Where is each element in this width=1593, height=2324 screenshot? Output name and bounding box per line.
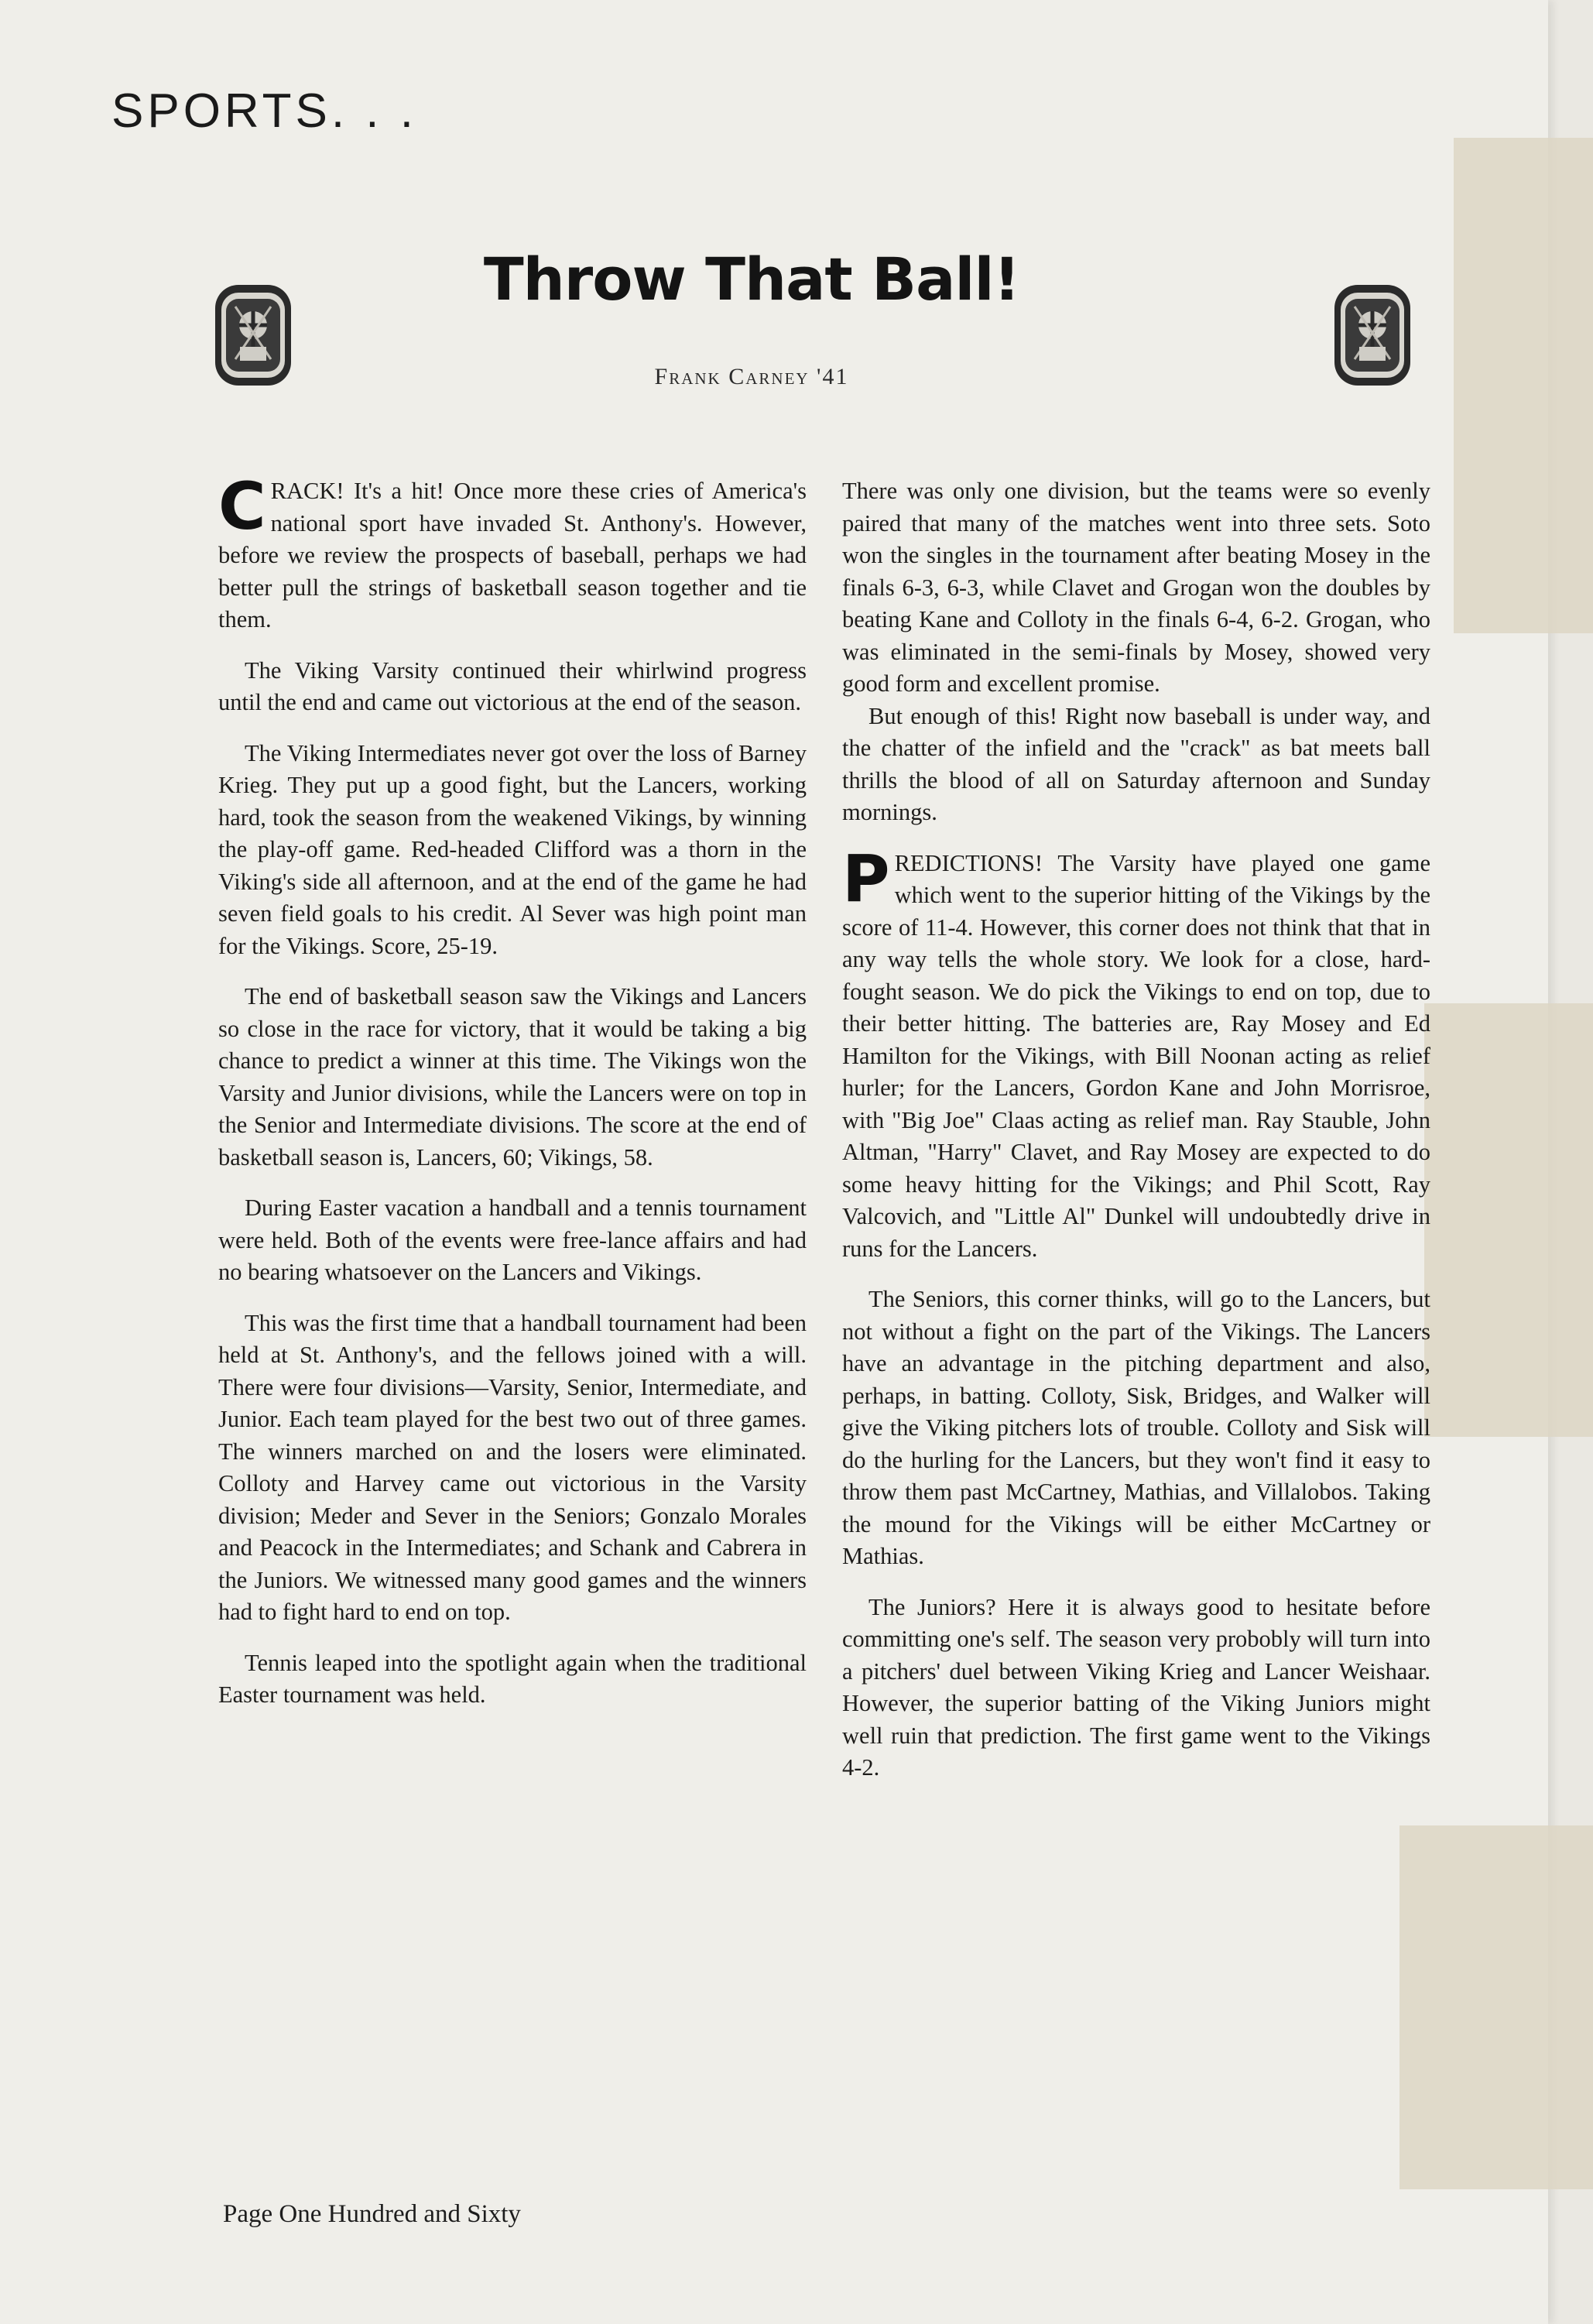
paragraph: The Juniors? Here it is always good to hesitate before committing one's self. The season very probobly will turn into a pitchers' duel between Viking Krieg and Lancer Weishaar. However, the superior batting of the Viking Juniors might well ruin that prediction. The first game went to the Vikings 4-2. xyxy=(842,1593,1430,1781)
paragraph xyxy=(842,840,1430,1266)
paragraph-text: REDICTIONS! The Varsity have played one game which went to the superior hitting of the Vikings by the score of 11-4. However, this corner does not think that that in any way tells the whole story. We look for a close, hard-fought season. We do pick the Vikings to end on top, due to their better hitting. The batteries are, Ray Mosey and Ed Hamilton for the Vikings, with Bill Noonan acting as relief hurler; for the Lancers, Gordon Kane and John Morrisroe, with "Big Joe" Claas acting as relief man. Ray Stauble, John Altman, "Harry" Clavet, and Ray Mosey are expected to do some heavy hitting for the Vikings; and Phil Scott, Ray Valcovich, and "Little Al" Dunkel will undoubtedly drive in runs for the Lancers. xyxy=(842,849,1430,1262)
paragraph: The Viking Intermediates never got over the loss of Barney Krieg. They put up a good fight, but the Lancers, working hard, took the season from the weakened Vikings, by winning the play-off game. Red-headed Clifford was a thorn in the Viking's side all afternoon, and at the end of the game he had seven field goals to his credit. Al Sever was high point man for the Vikings. Score, 25-19. xyxy=(218,739,807,959)
page-edge-tape xyxy=(1424,1003,1593,1437)
article-byline: Frank Carney '41 xyxy=(654,364,849,389)
paragraph: There was only one division, but the teams were so evenly paired that many of the matches went into three sets. Soto won the singles in the tournament after beating Mosey in the finals 6-3, 6-3, while Clavet and Grogan won the doubles by beating Kane and Colloty in the finals 6-4, 6-2. Grogan, who was eliminated in the semi-finals by Mosey, showed very good form and excellent promise. xyxy=(842,478,1430,697)
article-title: Throw That Ball! xyxy=(483,245,1020,314)
paragraph: During Easter vacation a handball and a tennis tournament were held. Both of the events were free-lance affairs and had no bearing whatsoever on the Lancers and Vikings. xyxy=(218,1195,807,1285)
drop-cap: C xyxy=(218,468,266,544)
paragraph: This was the first time that a handball tournament had been held at St. Anthony's, and the fellows joined with a will. There were four divisions—Varsity, Senior, Intermediate, and Junior. Each team played for the best two out of three games. The winners marched on and the losers were eliminated. Colloty and Harvey came out victorious in the Varsity division; Meder and Sever in the Seniors; Gonzalo Morales and Peacock in the Intermediates; and Schank and Cabrera in the Juniors. We witnessed many good games and the winners had to fight hard to end on top. xyxy=(218,1309,807,1625)
paragraph-text: RACK! It's a hit! Once more these cries of America's national sport have invaded St. Anthony's. However, before we review the prospects of baseball, perhaps we had better pull the strings of basketball season together and tie them. xyxy=(218,478,807,632)
article-column-right xyxy=(842,475,1430,1803)
paragraph: But enough of this! Right now baseball is under way, and the chatter of the infield and the "crack" as bat meets ball thrills the blood of all on Saturday afternoon and Sunday mornings. xyxy=(842,702,1430,825)
section-label: SPORTS. . . xyxy=(111,84,417,138)
paragraph xyxy=(218,468,807,636)
article-column-left xyxy=(218,468,807,1730)
paragraph: The end of basketball season saw the Vikings and Lancers so close in the race for victory, that it would be taking a big chance to predict a winner at this time. The Vikings won the Varsity and Junior divisions, while the Lancers were on top in the Senior and Intermediate divisions. The score at the end of basketball season is, Lancers, 60; Vikings, 58. xyxy=(218,983,807,1171)
page-edge-tape xyxy=(1399,1825,1593,2189)
paragraph: The Viking Varsity continued their whirlwind progress until the end and came out victorious at the end of the season. xyxy=(218,656,807,715)
drop-cap: P xyxy=(842,840,890,917)
page-number: Page One Hundred and Sixty xyxy=(223,2200,521,2228)
paragraph: The Seniors, this corner thinks, will go to the Lancers, but not without a fight on the part of the Vikings. The Lancers have an advantage in the pitching department and also, perhaps, in batting. Colloty, Sisk, Bridges, and Walker will give the Viking pitchers lots of trouble. Colloty and Sisk will do the hurling for the Lancers, but they won't find it easy to throw them past McCartney, Mathias, and Villalobos. Taking the mound for the Vikings will be either McCartney or Mathias. xyxy=(842,1286,1430,1569)
paragraph: Tennis leaped into the spotlight again when the traditional Easter tournament was held. xyxy=(218,1649,807,1708)
